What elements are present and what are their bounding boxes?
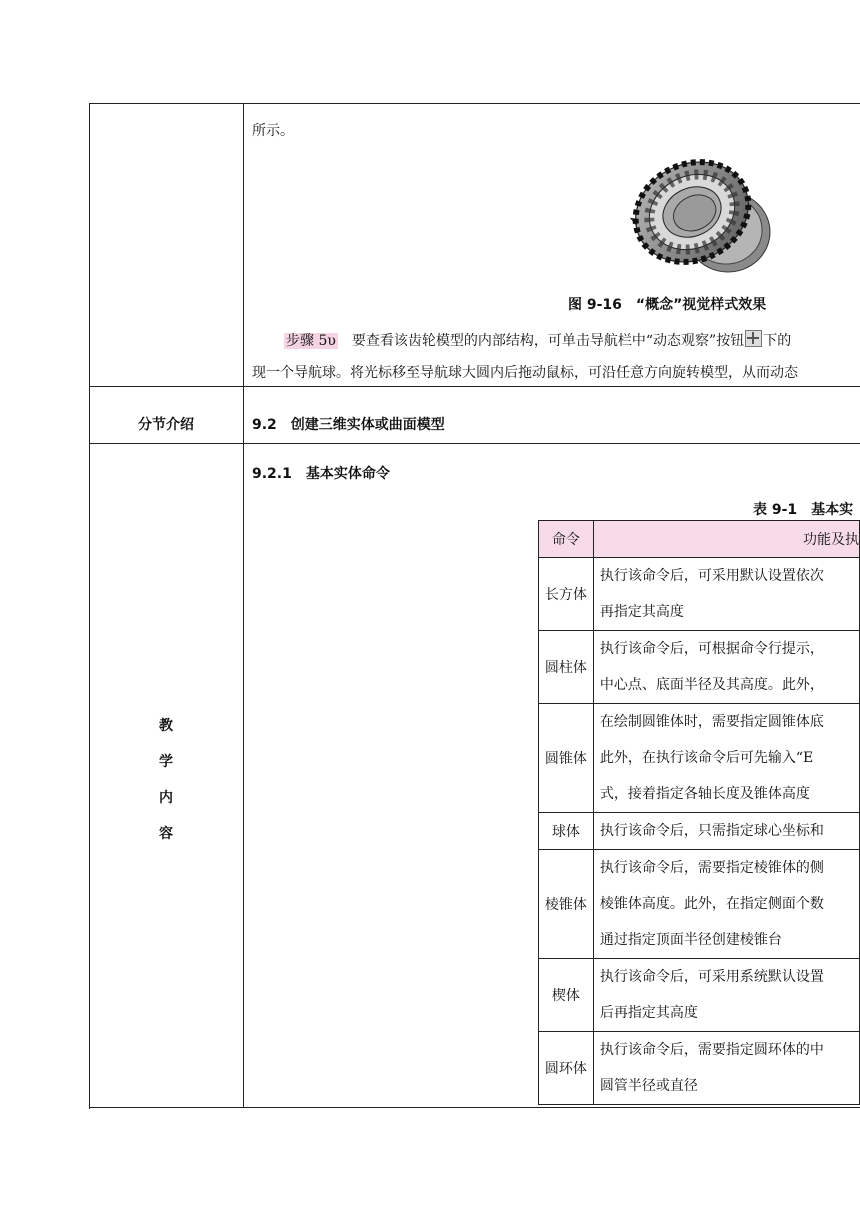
- command-desc: [593, 959, 859, 1032]
- desc-line: 执行该命令后，需要指定棱锥体的侧: [599, 860, 824, 876]
- desc-line: 后再指定其高度: [599, 1005, 698, 1021]
- command-desc: [593, 631, 859, 704]
- desc-line: 执行该命令后，可根据命令行提示，: [599, 641, 824, 657]
- desc-line: 此外，在执行该命令后可先输入“E: [599, 750, 814, 766]
- section-title: 9.2 创建三维实体或曲面模型: [252, 417, 445, 433]
- subsection-heading: 9.2.1 基本实体命令: [252, 466, 390, 482]
- table-row: [539, 631, 860, 704]
- teaching-content-label: [89, 716, 243, 860]
- desc-line: 棱锥体高度。此外，在指定侧面个数: [599, 896, 824, 912]
- lesson-table-frame: [89, 103, 860, 1109]
- table-row: [539, 850, 860, 959]
- table-row: [539, 813, 860, 850]
- desc-line: 执行该命令后，可采用系统默认设置: [599, 969, 824, 985]
- table-row: [539, 704, 860, 813]
- command-name: 棱锥体: [539, 850, 594, 959]
- desc-line: 式，接着指定各轴长度及锥体高度: [599, 786, 810, 802]
- row-divider: [89, 386, 860, 387]
- orbit-icon: [745, 330, 762, 347]
- table-header-row: [539, 521, 860, 558]
- desc-line: 执行该命令后，可采用默认设置依次: [599, 568, 824, 584]
- label-char: 教: [159, 718, 173, 734]
- desc-line: 通过指定顶面半径创建棱锥台: [599, 932, 782, 948]
- label-char: 容: [159, 826, 173, 842]
- header-function: 功能及执: [593, 521, 859, 558]
- table-row: [539, 558, 860, 631]
- row-divider: [89, 443, 860, 444]
- command-desc: [593, 704, 859, 813]
- step-text-after: 下的: [763, 333, 792, 349]
- column-divider: [243, 103, 244, 1108]
- header-command: 命令: [539, 521, 594, 558]
- command-desc: [593, 850, 859, 959]
- command-name: 圆环体: [539, 1032, 594, 1105]
- figure-caption: 图 9-16 “概念”视觉样式效果: [568, 297, 767, 313]
- table-bottom-border: [89, 1107, 860, 1108]
- desc-line: 在绘制圆锥体时，需要指定圆锥体底: [599, 714, 824, 730]
- command-name: 圆柱体: [539, 631, 594, 704]
- step-label: 步骤 5υ: [286, 333, 336, 349]
- command-desc: [593, 558, 859, 631]
- step-text: 要查看该齿轮模型的内部结构，可单击导航栏中“动态观察”按钮: [337, 333, 745, 349]
- command-table: [538, 520, 860, 1105]
- desc-line: 中心点、底面半径及其高度。此外，: [599, 677, 824, 693]
- paragraph-line: 现一个导航球。将光标移至导航球大圆内后拖动鼠标，可沿任意方向旋转模型，从而动态: [252, 365, 798, 381]
- label-char: 学: [159, 754, 173, 770]
- command-desc: [593, 813, 859, 850]
- command-name: 圆锥体: [539, 704, 594, 813]
- step-paragraph: [284, 330, 791, 350]
- command-name: 长方体: [539, 558, 594, 631]
- table-row: [539, 959, 860, 1032]
- table-title: 表 9-1 基本实: [753, 502, 854, 518]
- section-label: 分节介绍: [138, 417, 194, 433]
- desc-line: 再指定其高度: [599, 604, 684, 620]
- label-char: 内: [159, 790, 173, 806]
- table-row: [539, 1032, 860, 1105]
- command-name: 楔体: [539, 959, 594, 1032]
- gear-figure: [630, 150, 775, 280]
- desc-line: 执行该命令后，只需指定球心坐标和: [599, 823, 824, 839]
- desc-line: 执行该命令后，需要指定圆环体的中: [599, 1042, 824, 1058]
- command-name: 球体: [539, 813, 594, 850]
- command-desc: [593, 1032, 859, 1105]
- paragraph-line: 所示。: [252, 123, 294, 139]
- desc-line: 圆管半径或直径: [599, 1078, 698, 1094]
